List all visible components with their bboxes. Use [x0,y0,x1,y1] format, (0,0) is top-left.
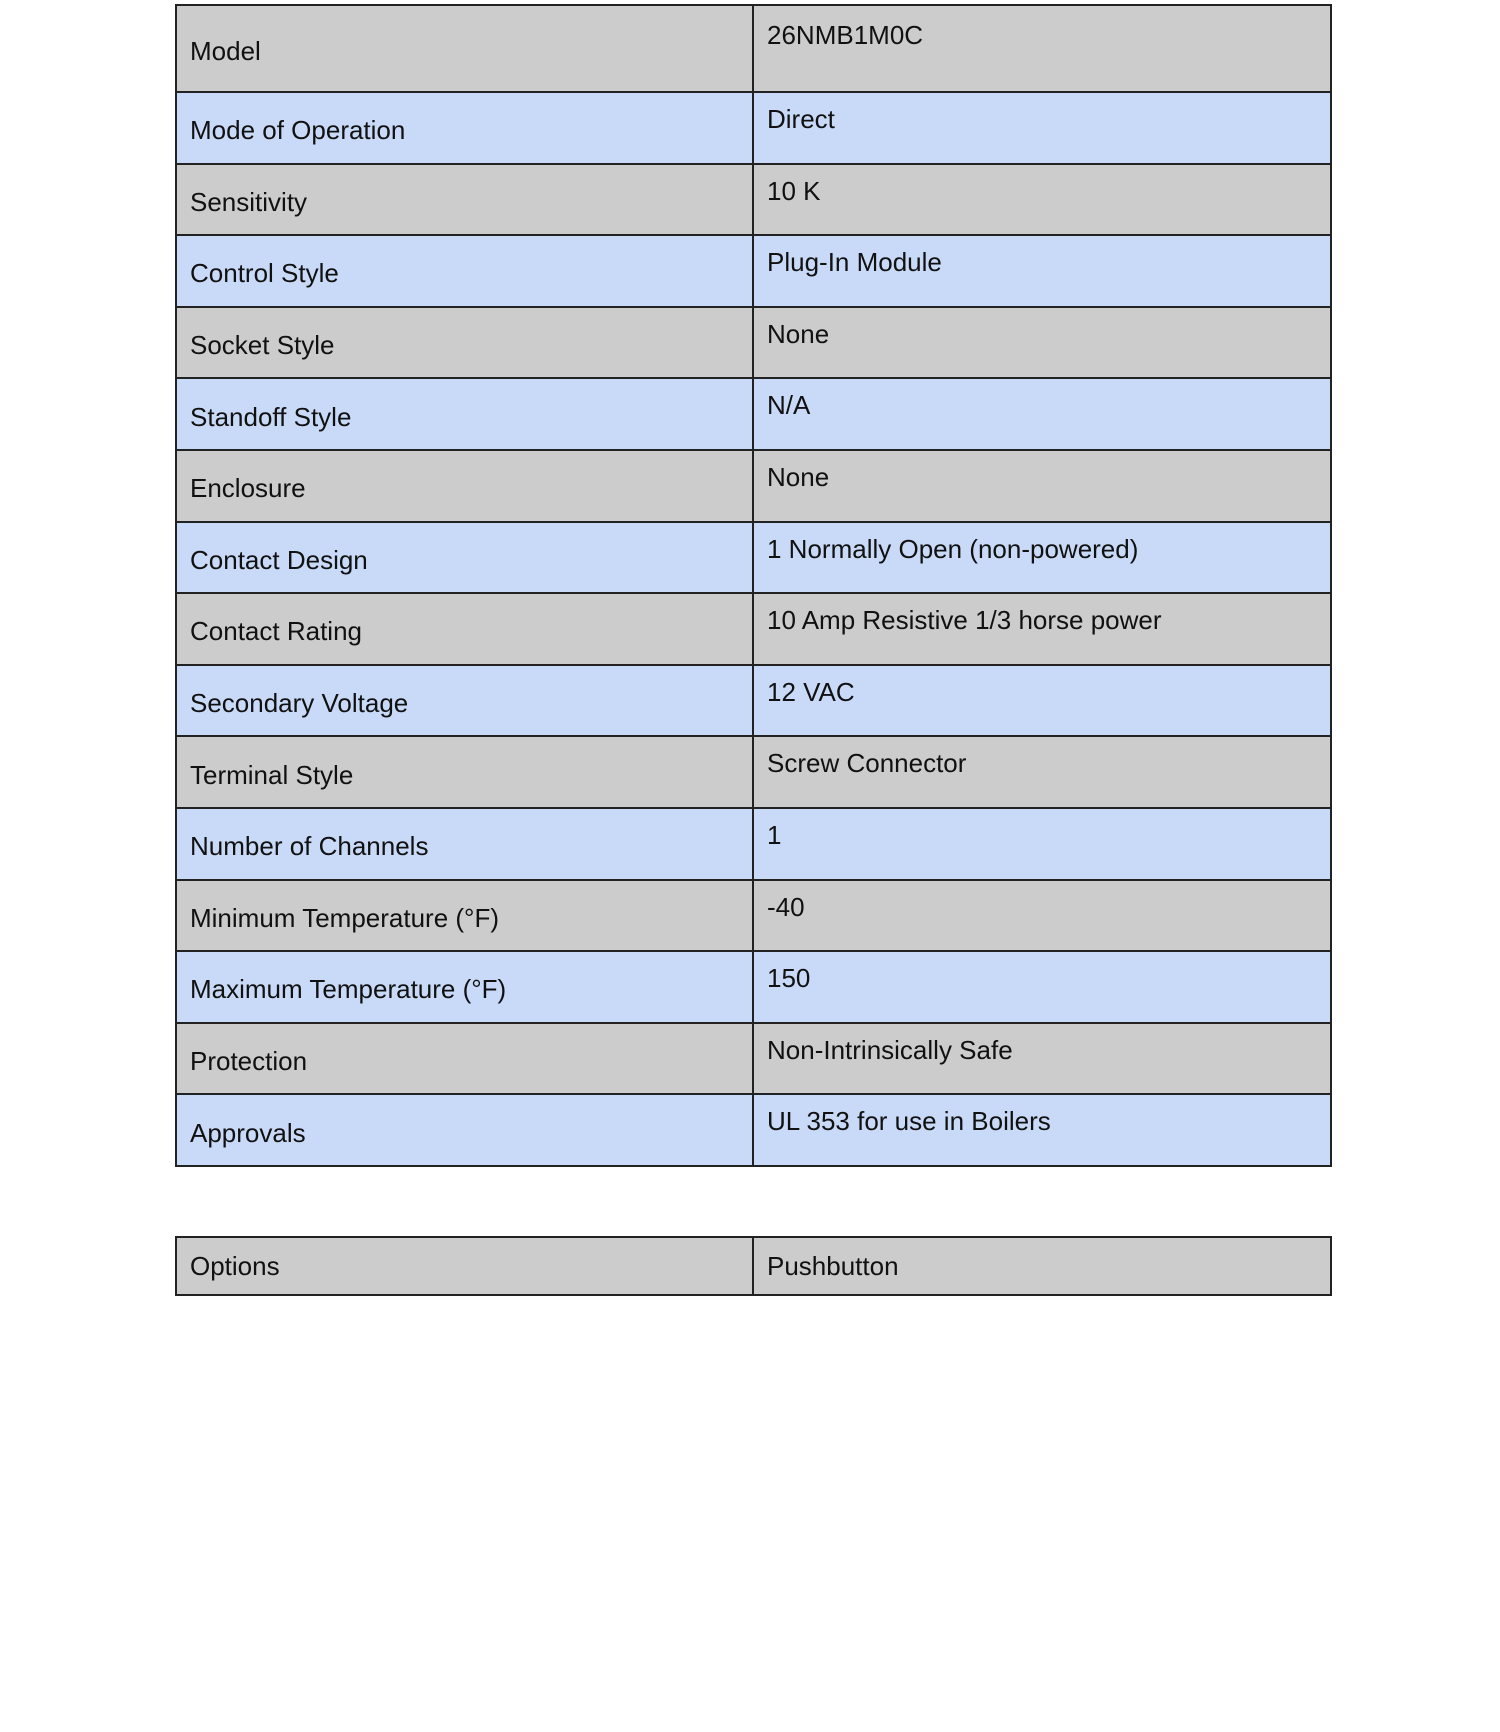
spec-label: Maximum Temperature (°F) [176,951,753,1023]
spec-label: Standoff Style [176,378,753,450]
spec-value: Plug-In Module [753,235,1331,307]
spec-row-enclosure [176,450,1331,522]
spec-label: Terminal Style [176,736,753,808]
spec-row-mode-of-operation [176,92,1331,164]
spec-value: Direct [753,92,1331,164]
options-table [175,1236,1332,1296]
spec-row-control-style [176,235,1331,307]
spec-row-socket-style [176,307,1331,379]
spec-value: 10 Amp Resistive 1/3 horse power [753,593,1331,665]
spec-row-contact-rating [176,593,1331,665]
spec-row-sensitivity [176,164,1331,236]
spec-row-secondary-voltage [176,665,1331,737]
spec-label: Sensitivity [176,164,753,236]
spec-row-maximum-temperature [176,951,1331,1023]
specifications-table [175,4,1332,1167]
spec-row-model [176,5,1331,92]
spec-value: 150 [753,951,1331,1023]
spec-value: 12 VAC [753,665,1331,737]
spec-value: None [753,307,1331,379]
spec-label: Control Style [176,235,753,307]
spec-label: Contact Rating [176,593,753,665]
spec-value: UL 353 for use in Boilers [753,1094,1331,1166]
spec-row-protection [176,1023,1331,1095]
spec-value: 26NMB1M0C [753,5,1331,92]
spec-row-number-of-channels [176,808,1331,880]
spec-row-approvals [176,1094,1331,1166]
spec-label: Number of Channels [176,808,753,880]
spec-value: 1 [753,808,1331,880]
spec-row-standoff-style [176,378,1331,450]
spec-value: Non-Intrinsically Safe [753,1023,1331,1095]
spec-value: 1 Normally Open (non-powered) [753,522,1331,594]
spec-label: Mode of Operation [176,92,753,164]
spec-value: -40 [753,880,1331,952]
options-row [176,1237,1331,1295]
spec-label: Approvals [176,1094,753,1166]
spec-label: Secondary Voltage [176,665,753,737]
spec-row-contact-design [176,522,1331,594]
spec-row-minimum-temperature [176,880,1331,952]
spec-label: Model [176,5,753,92]
spec-value: 10 K [753,164,1331,236]
spec-label: Minimum Temperature (°F) [176,880,753,952]
spec-value: None [753,450,1331,522]
spec-label: Socket Style [176,307,753,379]
spec-row-terminal-style [176,736,1331,808]
options-label: Options [176,1237,753,1295]
spec-label: Contact Design [176,522,753,594]
spec-value: N/A [753,378,1331,450]
spec-value: Screw Connector [753,736,1331,808]
spec-label: Protection [176,1023,753,1095]
options-value: Pushbutton [753,1237,1331,1295]
spec-label: Enclosure [176,450,753,522]
